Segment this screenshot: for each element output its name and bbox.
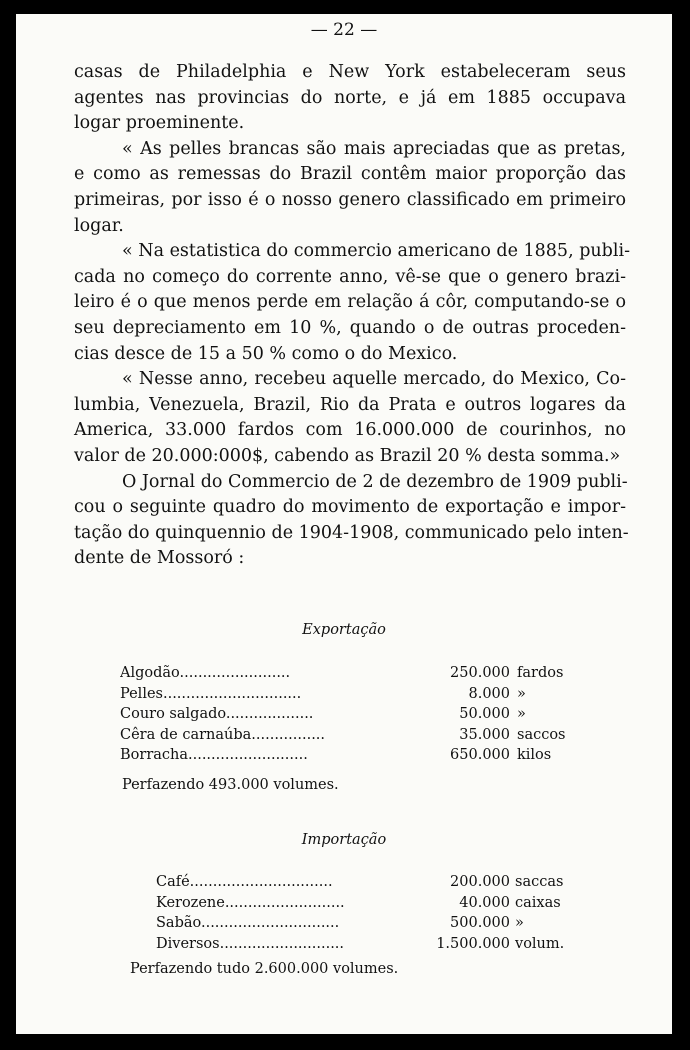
- text-line: cada no começo do corrente anno, vê-se que o genero brazi-: [74, 266, 626, 287]
- text-line: « Nesse anno, recebeu aquelle mercado, do Mexico, Co-: [122, 369, 626, 390]
- text-line: « As pelles brancas são mais apreciadas que as pretas,: [122, 138, 626, 159]
- text-line: logar proeminente.: [74, 113, 245, 134]
- item-quantity: 40.000: [459, 894, 510, 911]
- exportacao-table: [120, 663, 566, 766]
- paragraph: [74, 470, 629, 572]
- item-quantity: 200.000: [450, 874, 510, 890]
- text-line: e como as remessas do Brazil contêm maior proporção das: [74, 164, 626, 185]
- paragraph: [74, 137, 626, 239]
- item-label: Sabão..............................: [156, 915, 340, 931]
- exportacao-title: Exportação: [302, 622, 386, 638]
- text-line: America, 33.000 fardos com 16.000.000 de courinhos, no: [74, 420, 626, 441]
- text-line: cias desce de 15 a 50 % como o do Mexico.: [74, 343, 458, 364]
- table-row: [156, 913, 576, 934]
- item-unit: fardos: [517, 665, 564, 681]
- table-row: [120, 704, 560, 725]
- text-line: seu depreciamento em 10 %, quando o de outras proceden-: [74, 317, 626, 338]
- item-label: Cêra de carnaúba................: [120, 726, 326, 743]
- table-row: [120, 663, 564, 684]
- item-label: Pelles..............................: [120, 685, 302, 702]
- text-line: leiro é o que menos perde em relação á côr, computando-se o: [74, 292, 626, 313]
- table-row: [120, 745, 560, 766]
- paragraph: [74, 60, 626, 137]
- text-line: lumbia, Venezuela, Brazil, Rio da Prata e outros logares da: [74, 394, 626, 415]
- body-text: [74, 60, 630, 572]
- text-line: casas de Philadelphia e New York estabeleceram seus: [74, 62, 626, 82]
- importacao-table: [156, 872, 576, 954]
- table-row: [120, 684, 560, 705]
- item-unit: caixas: [515, 894, 561, 911]
- text-line: agentes nas provincias do norte, e já em 1885 occupava: [74, 87, 626, 108]
- item-label: Café...............................: [156, 874, 333, 890]
- item-unit: volum.: [515, 935, 565, 952]
- item-label: Algodão........................: [120, 665, 291, 681]
- item-unit: »: [517, 685, 526, 702]
- item-unit: saccos: [517, 726, 566, 743]
- table-row: [156, 872, 576, 893]
- item-label: Borracha..........................: [120, 747, 308, 763]
- text-line: « Na estatistica do commercio americano de 1885, publi-: [122, 241, 630, 262]
- importacao-title: Importação: [301, 832, 387, 848]
- text-line: O Jornal do Commercio de 2 de dezembro de 1909 publi-: [122, 471, 628, 492]
- item-quantity: 250.000: [450, 665, 510, 681]
- item-unit: saccas: [515, 874, 564, 890]
- item-quantity: 50.000: [459, 706, 510, 722]
- text-line: cou o seguinte quadro do movimento de exportação e impor-: [74, 497, 626, 518]
- item-label: Couro salgado...................: [120, 706, 314, 722]
- item-unit: »: [517, 706, 526, 722]
- text-line: valor de 20.000:000$, cabendo as Brazil 20 % desta somma.»: [74, 445, 621, 466]
- item-label: Kerozene..........................: [156, 894, 345, 911]
- item-quantity: 650.000: [450, 747, 510, 763]
- page-number: — 22 —: [310, 20, 378, 40]
- item-quantity: 500.000: [450, 915, 510, 931]
- item-quantity: 35.000: [459, 726, 510, 743]
- text-line: dente de Mossoró :: [74, 548, 245, 569]
- table-row: [156, 934, 576, 955]
- text-line: tação do quinquennio de 1904-1908, communicado pelo inten-: [74, 522, 629, 543]
- item-unit: kilos: [517, 747, 552, 763]
- paragraph: [74, 367, 626, 469]
- table-row: [156, 893, 576, 914]
- book-page: [16, 14, 672, 1034]
- item-label: Diversos...........................: [156, 935, 345, 952]
- item-quantity: 8.000: [468, 685, 510, 702]
- item-quantity: 1.500.000: [436, 935, 510, 952]
- text-line: primeiras, por isso é o nosso genero classificado em primeiro: [74, 189, 626, 210]
- table-row: [120, 725, 566, 746]
- paragraph: [74, 239, 630, 367]
- exportacao-total: Perfazendo 493.000 volumes.: [122, 777, 339, 793]
- importacao-total: Perfazendo tudo 2.600.000 volumes.: [130, 961, 399, 977]
- text-line: logar.: [74, 215, 124, 236]
- item-unit: »: [515, 915, 524, 931]
